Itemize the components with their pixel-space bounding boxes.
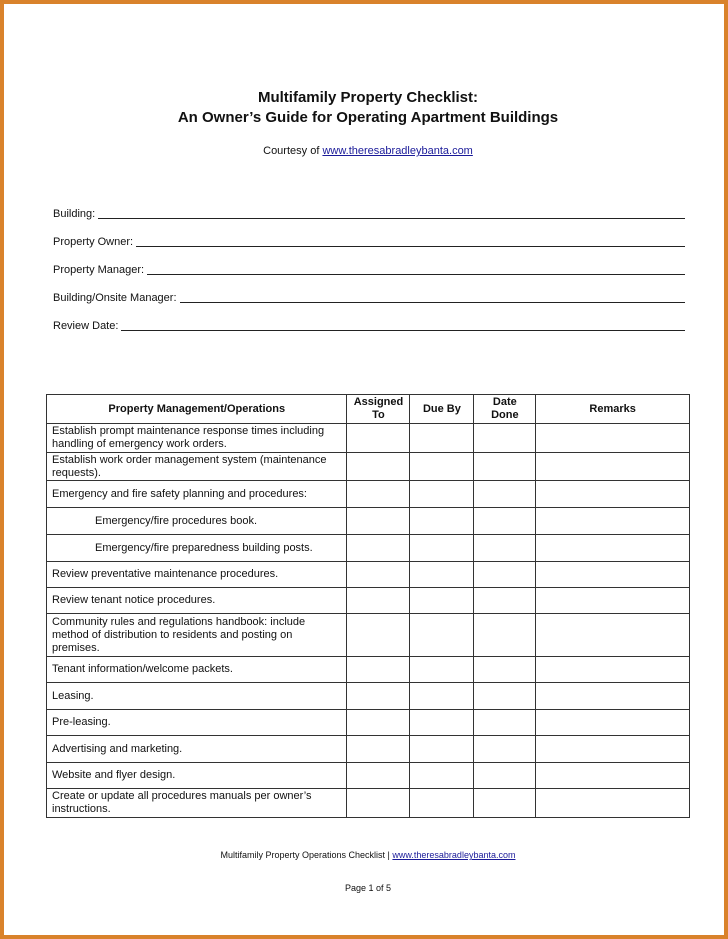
assigned-cell[interactable] [347, 508, 410, 535]
table-row [47, 508, 690, 535]
table-row [47, 588, 690, 614]
done-cell[interactable] [474, 657, 536, 683]
due-cell[interactable] [410, 508, 474, 535]
remarks-cell[interactable] [536, 789, 690, 818]
courtesy-link[interactable]: www.theresabradleybanta.com [322, 145, 473, 157]
task-cell: Community rules and regulations handbook: include method of distribution to residents and posting on premises. [47, 614, 347, 657]
due-cell[interactable] [410, 562, 474, 588]
footer-link[interactable]: www.theresabradleybanta.com [392, 850, 516, 860]
assigned-cell[interactable] [347, 683, 410, 710]
task-cell: Create or update all procedures manuals per owner’s instructions. [47, 789, 347, 818]
done-cell[interactable] [474, 535, 536, 562]
done-cell[interactable] [474, 424, 536, 453]
field-review-date [53, 316, 685, 332]
footer-text: Multifamily Property Operations Checklist | [220, 850, 393, 860]
header-date-done: Date Done [474, 395, 536, 424]
task-cell: Advertising and marketing. [47, 736, 347, 763]
table-header-row [47, 395, 690, 424]
remarks-cell[interactable] [536, 710, 690, 736]
remarks-cell[interactable] [536, 453, 690, 481]
header-assigned-to: Assigned To [347, 395, 410, 424]
remarks-cell[interactable] [536, 535, 690, 562]
assigned-cell[interactable] [347, 710, 410, 736]
done-cell[interactable] [474, 789, 536, 818]
assigned-cell[interactable] [347, 736, 410, 763]
assigned-cell[interactable] [347, 481, 410, 508]
due-cell[interactable] [410, 481, 474, 508]
due-cell[interactable] [410, 736, 474, 763]
remarks-cell[interactable] [536, 657, 690, 683]
courtesy-line [4, 145, 728, 157]
field-label-property-owner: Property Owner: [53, 236, 134, 248]
done-cell[interactable] [474, 710, 536, 736]
due-cell[interactable] [410, 424, 474, 453]
done-cell[interactable] [474, 736, 536, 763]
header-due-by: Due By [410, 395, 474, 424]
checklist-table [46, 394, 690, 818]
assigned-cell[interactable] [347, 763, 410, 789]
table-row [47, 481, 690, 508]
done-cell[interactable] [474, 562, 536, 588]
header-task: Property Management/Operations [47, 395, 347, 424]
table-row [47, 424, 690, 453]
done-cell[interactable] [474, 588, 536, 614]
table-row [47, 535, 690, 562]
task-cell: Establish work order management system (maintenance requests). [47, 453, 347, 481]
due-cell[interactable] [410, 535, 474, 562]
table-row [47, 614, 690, 657]
field-line-property-manager[interactable] [147, 273, 685, 275]
field-label-building: Building: [53, 208, 96, 220]
due-cell[interactable] [410, 614, 474, 657]
field-property-owner [53, 232, 685, 248]
page-footer [4, 850, 728, 860]
table-row [47, 453, 690, 481]
field-line-building[interactable] [98, 217, 685, 219]
assigned-cell[interactable] [347, 588, 410, 614]
field-onsite-manager [53, 288, 685, 304]
table-row [47, 683, 690, 710]
task-cell: Review preventative maintenance procedures. [47, 562, 347, 588]
remarks-cell[interactable] [536, 508, 690, 535]
remarks-cell[interactable] [536, 588, 690, 614]
page-title [4, 88, 728, 128]
due-cell[interactable] [410, 657, 474, 683]
page-number: Page 1 of 5 [344, 883, 392, 893]
task-cell: Website and flyer design. [47, 763, 347, 789]
assigned-cell[interactable] [347, 789, 410, 818]
task-cell: Emergency/fire procedures book. [47, 508, 347, 535]
due-cell[interactable] [410, 588, 474, 614]
field-property-manager [53, 260, 685, 276]
done-cell[interactable] [474, 508, 536, 535]
done-cell[interactable] [474, 614, 536, 657]
task-cell: Review tenant notice procedures. [47, 588, 347, 614]
remarks-cell[interactable] [536, 736, 690, 763]
field-line-onsite-manager[interactable] [180, 301, 685, 303]
due-cell[interactable] [410, 453, 474, 481]
assigned-cell[interactable] [347, 562, 410, 588]
field-label-onsite-manager: Building/Onsite Manager: [53, 292, 177, 304]
title-line-2: An Owner’s Guide for Operating Apartment Buildings [177, 109, 559, 126]
field-label-review-date: Review Date: [53, 320, 119, 332]
task-cell: Emergency and fire safety planning and procedures: [47, 481, 347, 508]
remarks-cell[interactable] [536, 614, 690, 657]
field-building [53, 204, 685, 220]
remarks-cell[interactable] [536, 562, 690, 588]
assigned-cell[interactable] [347, 614, 410, 657]
table-row [47, 736, 690, 763]
task-cell: Leasing. [47, 683, 347, 710]
table-row [47, 789, 690, 818]
title-line-1: Multifamily Property Checklist: [257, 89, 479, 106]
done-cell[interactable] [474, 481, 536, 508]
table-row [47, 763, 690, 789]
remarks-cell[interactable] [536, 763, 690, 789]
task-cell: Emergency/fire preparedness building posts. [47, 535, 347, 562]
assigned-cell[interactable] [347, 453, 410, 481]
courtesy-prefix: Courtesy of [263, 145, 323, 157]
assigned-cell[interactable] [347, 535, 410, 562]
remarks-cell[interactable] [536, 481, 690, 508]
assigned-cell[interactable] [347, 424, 410, 453]
due-cell[interactable] [410, 763, 474, 789]
task-cell: Pre-leasing. [47, 710, 347, 736]
field-line-property-owner[interactable] [136, 245, 685, 247]
remarks-cell[interactable] [536, 683, 690, 710]
done-cell[interactable] [474, 453, 536, 481]
table-row [47, 710, 690, 736]
table-row [47, 562, 690, 588]
field-line-review-date[interactable] [121, 329, 685, 331]
field-label-property-manager: Property Manager: [53, 264, 145, 276]
done-cell[interactable] [474, 763, 536, 789]
table-row [47, 657, 690, 683]
due-cell[interactable] [410, 683, 474, 710]
assigned-cell[interactable] [347, 657, 410, 683]
header-remarks: Remarks [536, 395, 690, 424]
task-cell: Establish prompt maintenance response times including handling of emergency work orders. [47, 424, 347, 453]
remarks-cell[interactable] [536, 424, 690, 453]
task-cell: Tenant information/welcome packets. [47, 657, 347, 683]
done-cell[interactable] [474, 683, 536, 710]
due-cell[interactable] [410, 710, 474, 736]
due-cell[interactable] [410, 789, 474, 818]
